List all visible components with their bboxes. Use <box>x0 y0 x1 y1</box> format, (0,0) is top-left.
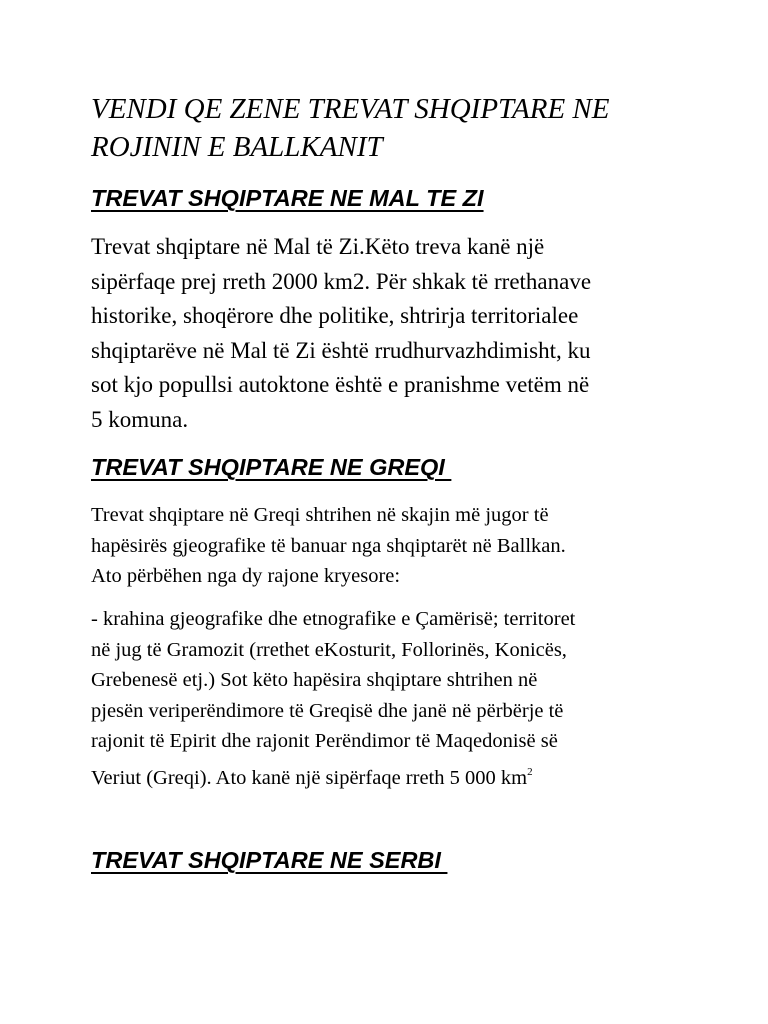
document-title <box>91 90 731 166</box>
title-line: VENDI QE ZENE TREVAT SHQIPTARE NE <box>91 93 610 125</box>
paragraph-line: Grebenesë etj.) Sot këto hapësira shqiptare shtrihen në <box>91 669 538 691</box>
paragraph-line: sipërfaqe prej rreth 2000 km2. Për shkak të rrethanave <box>91 268 592 294</box>
paragraph-line: Trevat shqiptare në Mal të Zi.Këto treva kanë një <box>91 234 545 259</box>
paragraph-line: shqiptarëve në Mal të Zi është rrudhurvazhdimisht, ku <box>91 337 591 363</box>
paragraph-line: pjesën veriperëndimore të Greqisë dhe janë në përbërje të <box>91 699 564 722</box>
paragraph-line-last <box>91 757 691 794</box>
section-heading-greqi: TREVAT SHQIPTARE NE GREQI <box>91 454 452 480</box>
paragraph-line: sot kjo popullsi autoktone është e pranishme vetëm në <box>91 372 590 397</box>
section-heading-serbi: TREVAT SHQIPTARE NE SERBI <box>91 847 448 873</box>
section-heading-mal-te-zi: TREVAT SHQIPTARE NE MAL TE ZI <box>91 185 484 211</box>
paragraph-mal-te-zi <box>91 230 691 437</box>
paragraph-line: rajonit të Epirit dhe rajonit Perëndimor të Maqedonisë së <box>91 730 558 752</box>
paragraph-line: historike, shoqërore dhe politike, shtrirja territorialee <box>91 303 579 328</box>
paragraph-line: Trevat shqiptare në Greqi shtrihen në skajin më jugor të <box>91 504 549 526</box>
paragraph-line: 5 komuna. <box>91 406 189 432</box>
title-line: ROJININ E BALLKANIT <box>91 131 383 163</box>
superscript-two: 2 <box>527 765 533 778</box>
paragraph-greqi-regions <box>91 604 691 793</box>
paragraph-line: në jug të Gramozit (rrethet eKosturit, Follorinës, Konicës, <box>91 638 567 661</box>
paragraph-line-text: Veriut (Greqi). Ato kanë një sipërfaqe rreth 5 000 km <box>91 766 528 789</box>
paragraph-line: hapësirës gjeografike të banuar nga shqiptarët në Ballkan. <box>91 534 566 557</box>
paragraph-line: - krahina gjeografike dhe etnografike e Çamërisë; territoret <box>91 608 576 630</box>
paragraph-greqi-intro <box>91 500 691 592</box>
paragraph-line: Ato përbëhen nga dy rajone kryesore: <box>91 565 401 587</box>
